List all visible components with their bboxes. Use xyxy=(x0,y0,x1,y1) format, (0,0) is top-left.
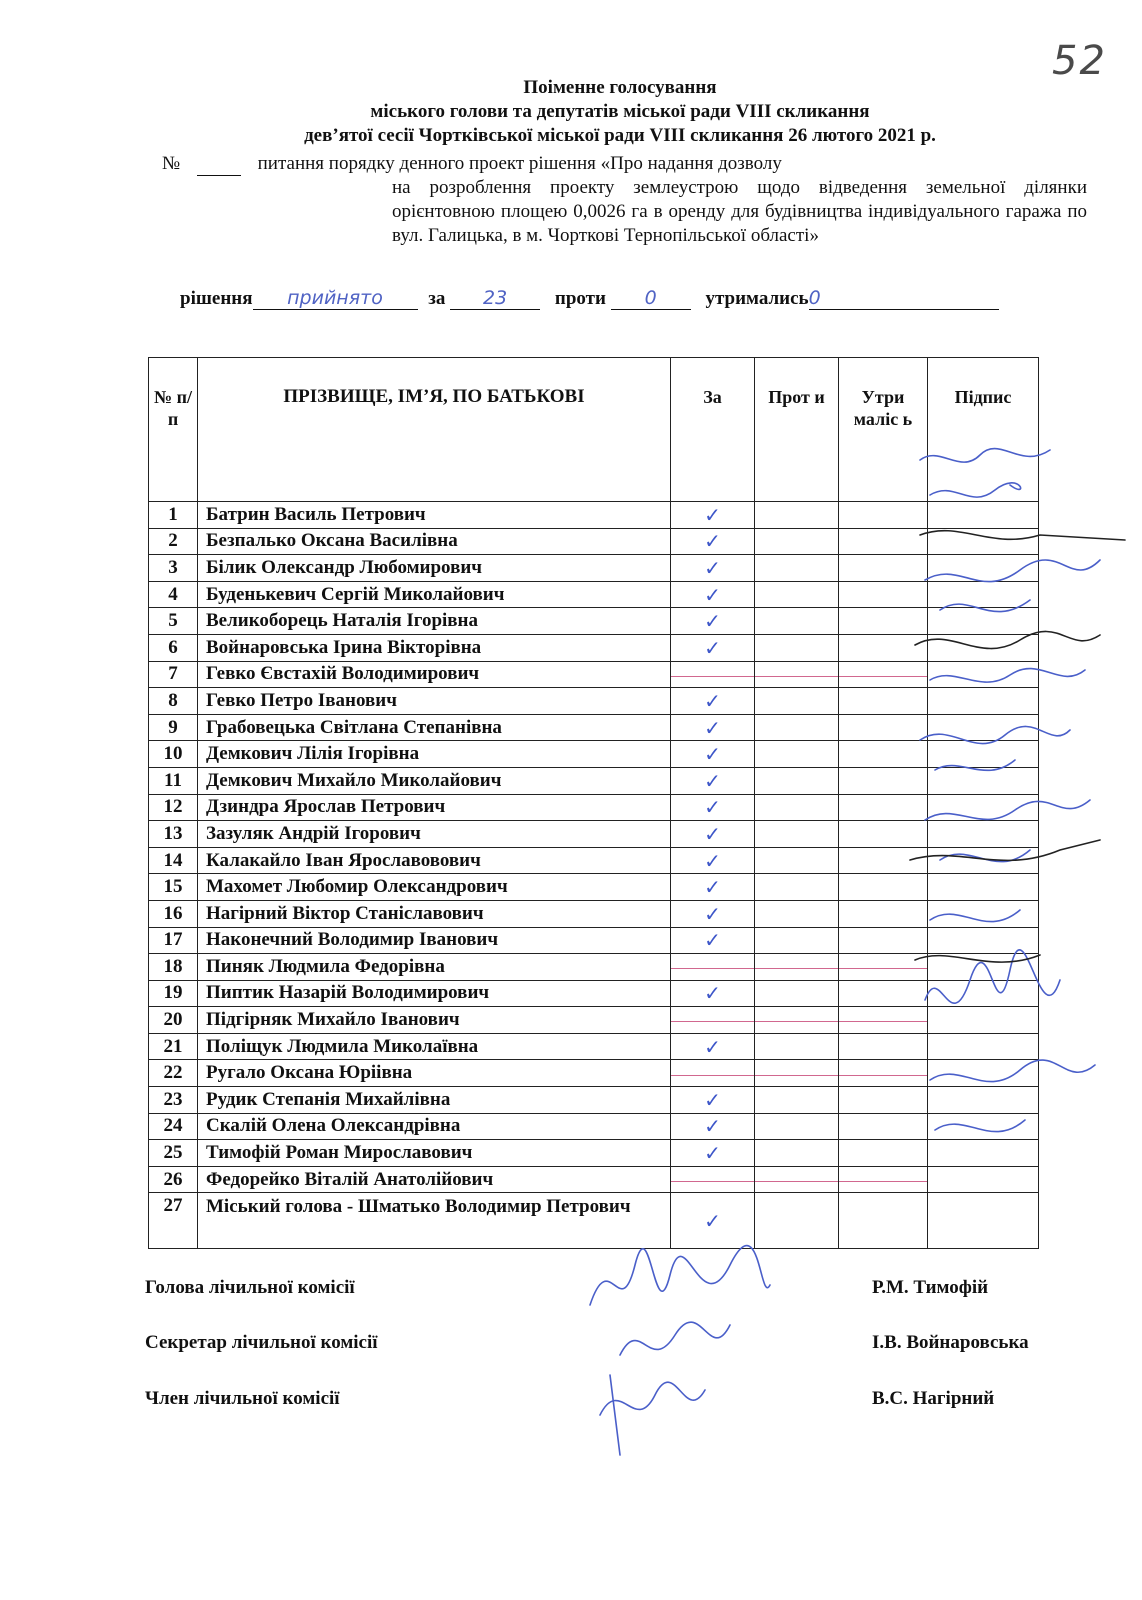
vote-abstained-cell xyxy=(839,980,928,1007)
checkmark-icon: ✓ xyxy=(704,715,721,740)
signature-cell xyxy=(928,714,1039,741)
vote-for-cell xyxy=(671,954,755,981)
table-header-row xyxy=(149,358,1039,502)
vote-against-cell xyxy=(755,847,839,874)
table-row xyxy=(149,1033,1039,1060)
table-row xyxy=(149,874,1039,901)
signature-cell xyxy=(928,555,1039,582)
vote-for-cell xyxy=(671,502,755,529)
row-number: 8 xyxy=(149,688,198,715)
table-row xyxy=(149,528,1039,555)
row-number: 27 xyxy=(149,1193,198,1249)
row-number: 16 xyxy=(149,900,198,927)
row-number: 2 xyxy=(149,528,198,555)
checkmark-icon: ✓ xyxy=(704,1087,721,1112)
checkmark-icon: ✓ xyxy=(704,609,721,634)
row-number: 17 xyxy=(149,927,198,954)
vote-against-cell xyxy=(755,1007,839,1034)
vote-against-cell xyxy=(755,555,839,582)
signature-cell xyxy=(928,581,1039,608)
table-body xyxy=(149,502,1039,1249)
vote-for-cell xyxy=(671,1033,755,1060)
vote-for-cell xyxy=(671,900,755,927)
vote-against-cell xyxy=(755,874,839,901)
vote-abstained-cell xyxy=(839,1060,928,1087)
decision-label: рішення xyxy=(180,288,253,309)
signature-cell xyxy=(928,874,1039,901)
vote-abstained-cell xyxy=(839,954,928,981)
vote-abstained-cell xyxy=(839,1087,928,1114)
deputy-name: Наконечний Володимир Іванович xyxy=(198,927,671,954)
deputy-name: Ругало Оксана Юріівна xyxy=(198,1060,671,1087)
roll-call-table xyxy=(148,357,1039,1249)
row-number: 20 xyxy=(149,1007,198,1034)
vote-against-cell xyxy=(755,1140,839,1167)
signature-cell xyxy=(928,502,1039,529)
signature-cell xyxy=(928,634,1039,661)
deputy-name: Дзиндра Ярослав Петрович xyxy=(198,794,671,821)
row-number: 1 xyxy=(149,502,198,529)
table-row xyxy=(149,661,1039,688)
table-row xyxy=(149,1113,1039,1140)
agenda-issue xyxy=(162,152,1087,248)
checkmark-icon: ✓ xyxy=(704,875,721,900)
row-number: 6 xyxy=(149,634,198,661)
vote-abstained-cell xyxy=(839,821,928,848)
deputy-name: Демкович Михайло Миколайович xyxy=(198,767,671,794)
row-number: 19 xyxy=(149,980,198,1007)
checkmark-icon: ✓ xyxy=(704,1141,721,1166)
vote-abstained-cell xyxy=(839,1140,928,1167)
checkmark-icon: ✓ xyxy=(704,742,721,767)
vote-against-cell xyxy=(755,794,839,821)
vote-abstained-cell xyxy=(839,714,928,741)
vote-abstained-cell xyxy=(839,1033,928,1060)
signature-cell xyxy=(928,608,1039,635)
deputy-name: Батрин Василь Петрович xyxy=(198,502,671,529)
signature-cell xyxy=(928,821,1039,848)
signature-cell xyxy=(928,1193,1039,1249)
checkmark-icon: ✓ xyxy=(704,688,721,713)
vote-for-cell xyxy=(671,1140,755,1167)
vote-abstained-cell xyxy=(839,661,928,688)
vote-abstained-cell xyxy=(839,502,928,529)
table-row xyxy=(149,555,1039,582)
vote-abstained-cell xyxy=(839,900,928,927)
commission-signatures xyxy=(580,1225,780,1465)
signature-cell xyxy=(928,1087,1039,1114)
checkmark-icon: ✓ xyxy=(704,635,721,660)
header-subtitle: міського голови та депутатів міської ради VIII скликання xyxy=(370,101,870,122)
vote-for-cell xyxy=(671,661,755,688)
issue-text-line2: на розроблення проекту землеустрою щодо відведення земельної ділянки орієнтовною площею 0,0026 га в оренду для будівництва індивідуального гаража по вул. Галицька, в м. Чорткові Тернопільської області» xyxy=(392,177,1087,246)
vote-against-cell xyxy=(755,1166,839,1193)
signature-cell xyxy=(928,528,1039,555)
vote-abstained-cell xyxy=(839,794,928,821)
table-row xyxy=(149,1087,1039,1114)
row-number: 22 xyxy=(149,1060,198,1087)
vote-abstained-cell xyxy=(839,741,928,768)
col-header-signature: Підпис xyxy=(928,358,1039,502)
vote-abstained-cell xyxy=(839,608,928,635)
checkmark-icon: ✓ xyxy=(704,582,721,607)
signature-cell xyxy=(928,927,1039,954)
deputy-name: Пиняк Людмила Федорівна xyxy=(198,954,671,981)
table-row xyxy=(149,608,1039,635)
vote-against-cell xyxy=(755,714,839,741)
table-row xyxy=(149,741,1039,768)
table-row xyxy=(149,900,1039,927)
signature-cell xyxy=(928,741,1039,768)
signature-cell xyxy=(928,900,1039,927)
signature-cell xyxy=(928,954,1039,981)
table-row xyxy=(149,634,1039,661)
deputy-name: Махомет Любомир Олександрович xyxy=(198,874,671,901)
vote-against-cell xyxy=(755,980,839,1007)
document-header xyxy=(150,76,1090,148)
row-number: 14 xyxy=(149,847,198,874)
deputy-name: Гевко Євстахій Володимирович xyxy=(198,661,671,688)
row-number: 13 xyxy=(149,821,198,848)
vote-for-cell xyxy=(671,741,755,768)
deputy-name: Зазуляк Андрій Ігорович xyxy=(198,821,671,848)
deputy-name: Федорейко Віталій Анатолійович xyxy=(198,1166,671,1193)
row-number: 11 xyxy=(149,767,198,794)
checkmark-icon: ✓ xyxy=(704,928,721,953)
vote-abstained-cell xyxy=(839,688,928,715)
vote-against-cell xyxy=(755,741,839,768)
vote-for-cell xyxy=(671,927,755,954)
vote-for-cell xyxy=(671,1113,755,1140)
table-row xyxy=(149,1166,1039,1193)
chair-name: Р.М. Тимофій xyxy=(872,1277,989,1298)
vote-against-cell xyxy=(755,528,839,555)
deputy-name: Міський голова - Шматько Володимир Петрович xyxy=(198,1193,671,1249)
deputy-name: Підгірняк Михайло Іванович xyxy=(198,1007,671,1034)
vote-for-cell xyxy=(671,847,755,874)
header-title: Поіменне голосування xyxy=(523,77,717,98)
for-count: 23 xyxy=(450,287,540,310)
vote-for-cell xyxy=(671,767,755,794)
header-session: дев’ятої сесії Чортківської міської ради VIII скликання 26 лютого 2021 р. xyxy=(304,125,936,146)
col-header-for: За xyxy=(671,358,755,502)
vote-against-cell xyxy=(755,927,839,954)
deputy-name: Демкович Лілія Ігорівна xyxy=(198,741,671,768)
row-number: 5 xyxy=(149,608,198,635)
table-row xyxy=(149,847,1039,874)
row-number: 9 xyxy=(149,714,198,741)
table-row xyxy=(149,767,1039,794)
checkmark-icon: ✓ xyxy=(704,1114,721,1139)
deputy-name: Грабовецька Світлана Степанівна xyxy=(198,714,671,741)
vote-for-cell xyxy=(671,1007,755,1034)
deputy-name: Буденькевич Сергій Миколайович xyxy=(198,581,671,608)
row-number: 26 xyxy=(149,1166,198,1193)
vote-against-cell xyxy=(755,821,839,848)
deputy-name: Поліщук Людмила Миколаївна xyxy=(198,1033,671,1060)
table-row xyxy=(149,1007,1039,1034)
table-row xyxy=(149,1060,1039,1087)
member-name: В.С. Нагірний xyxy=(872,1388,995,1409)
row-number: 4 xyxy=(149,581,198,608)
vote-for-cell xyxy=(671,874,755,901)
vote-for-cell xyxy=(671,608,755,635)
checkmark-icon: ✓ xyxy=(704,981,721,1006)
vote-abstained-cell xyxy=(839,1113,928,1140)
abstained-label: утримались xyxy=(705,288,809,309)
signature-cell xyxy=(928,847,1039,874)
checkmark-icon: ✓ xyxy=(704,529,721,554)
vote-against-cell xyxy=(755,661,839,688)
vote-abstained-cell xyxy=(839,1166,928,1193)
signature-cell xyxy=(928,1113,1039,1140)
col-header-abstained: Утри маліс ь xyxy=(839,358,928,502)
signature-cell xyxy=(928,1007,1039,1034)
deputy-name: Войнаровська Ірина Вікторівна xyxy=(198,634,671,661)
col-header-against: Прот и xyxy=(755,358,839,502)
deputy-name: Пиптик Назарій Володимирович xyxy=(198,980,671,1007)
vote-abstained-cell xyxy=(839,1007,928,1034)
vote-for-cell xyxy=(671,714,755,741)
signature-cell xyxy=(928,794,1039,821)
deputy-name: Тимофій Роман Мирославович xyxy=(198,1140,671,1167)
vote-abstained-cell xyxy=(839,874,928,901)
against-label: проти xyxy=(554,288,606,309)
table-row xyxy=(149,1140,1039,1167)
table-row xyxy=(149,581,1039,608)
signature-cell xyxy=(928,980,1039,1007)
deputy-name: Нагірний Віктор Станіславович xyxy=(198,900,671,927)
table-row xyxy=(149,927,1039,954)
abstained-count: 0 xyxy=(809,287,999,310)
vote-against-cell xyxy=(755,608,839,635)
vote-for-cell xyxy=(671,1166,755,1193)
row-number: 15 xyxy=(149,874,198,901)
vote-for-cell xyxy=(671,1087,755,1114)
vote-for-cell xyxy=(671,528,755,555)
vote-against-cell xyxy=(755,767,839,794)
vote-abstained-cell xyxy=(839,767,928,794)
vote-abstained-cell xyxy=(839,581,928,608)
deputy-name: Гевко Петро Іванович xyxy=(198,688,671,715)
vote-against-cell xyxy=(755,688,839,715)
vote-for-cell xyxy=(671,794,755,821)
checkmark-icon: ✓ xyxy=(704,1208,721,1233)
table-row xyxy=(149,714,1039,741)
row-number: 3 xyxy=(149,555,198,582)
issue-text-line1: питання порядку денного проект рішення «Про надання дозволу xyxy=(257,153,782,174)
secretary-label: Секретар лічильної комісії xyxy=(145,1332,378,1353)
table-row xyxy=(149,688,1039,715)
vote-abstained-cell xyxy=(839,927,928,954)
checkmark-icon: ✓ xyxy=(704,555,721,580)
row-number: 23 xyxy=(149,1087,198,1114)
decision-value: прийнято xyxy=(253,287,418,310)
vote-against-cell xyxy=(755,581,839,608)
row-number: 25 xyxy=(149,1140,198,1167)
table-row xyxy=(149,502,1039,529)
row-number: 12 xyxy=(149,794,198,821)
vote-against-cell xyxy=(755,634,839,661)
deputy-name: Білик Олександр Любомирович xyxy=(198,555,671,582)
checkmark-icon: ✓ xyxy=(704,901,721,926)
vote-abstained-cell xyxy=(839,528,928,555)
signature-cell xyxy=(928,1140,1039,1167)
checkmark-icon: ✓ xyxy=(704,795,721,820)
vote-for-cell xyxy=(671,821,755,848)
vote-against-cell xyxy=(755,502,839,529)
decision-summary xyxy=(180,287,1080,310)
signature-cell xyxy=(928,1060,1039,1087)
vote-for-cell xyxy=(671,555,755,582)
deputy-name: Рудик Степанія Михайлівна xyxy=(198,1087,671,1114)
checkmark-icon: ✓ xyxy=(704,821,721,846)
vote-against-cell xyxy=(755,1033,839,1060)
vote-abstained-cell xyxy=(839,1193,928,1249)
vote-for-cell xyxy=(671,634,755,661)
for-label: за xyxy=(428,288,446,309)
secretary-name: І.В. Войнаровська xyxy=(872,1332,1029,1353)
checkmark-icon: ✓ xyxy=(704,768,721,793)
table-row xyxy=(149,954,1039,981)
row-number: 7 xyxy=(149,661,198,688)
col-header-num: № п/п xyxy=(149,358,198,502)
table-row xyxy=(149,821,1039,848)
checkmark-icon: ✓ xyxy=(704,848,721,873)
page-number: 52 xyxy=(1052,38,1107,84)
row-number: 21 xyxy=(149,1033,198,1060)
signature-cell xyxy=(928,661,1039,688)
deputy-name: Скалій Олена Олександрівна xyxy=(198,1113,671,1140)
signature-cell xyxy=(928,1033,1039,1060)
member-label: Член лічильної комісії xyxy=(145,1388,340,1409)
row-number: 24 xyxy=(149,1113,198,1140)
deputy-name: Великоборець Наталія Ігорівна xyxy=(198,608,671,635)
table-row xyxy=(149,794,1039,821)
vote-against-cell xyxy=(755,1113,839,1140)
signature-cell xyxy=(928,767,1039,794)
row-number: 18 xyxy=(149,954,198,981)
vote-for-cell xyxy=(671,581,755,608)
against-count: 0 xyxy=(611,287,691,310)
vote-against-cell xyxy=(755,1087,839,1114)
signature-cell xyxy=(928,688,1039,715)
vote-for-cell xyxy=(671,1060,755,1087)
vote-against-cell xyxy=(755,954,839,981)
deputy-name: Безпалько Оксана Василівна xyxy=(198,528,671,555)
checkmark-icon: ✓ xyxy=(704,502,721,527)
signature-cell xyxy=(928,1166,1039,1193)
vote-abstained-cell xyxy=(839,847,928,874)
vote-against-cell xyxy=(755,900,839,927)
vote-against-cell xyxy=(755,1060,839,1087)
vote-abstained-cell xyxy=(839,634,928,661)
vote-abstained-cell xyxy=(839,555,928,582)
vote-for-cell xyxy=(671,980,755,1007)
deputy-name: Калакайло Іван Ярославовович xyxy=(198,847,671,874)
checkmark-icon: ✓ xyxy=(704,1034,721,1059)
row-number: 10 xyxy=(149,741,198,768)
issue-number-blank xyxy=(197,175,241,176)
chair-label: Голова лічильної комісії xyxy=(145,1277,355,1298)
col-header-name: ПРІЗВИЩЕ, ІМ’Я, ПО БАТЬКОВІ xyxy=(198,358,671,502)
table-row xyxy=(149,980,1039,1007)
issue-number-label: № xyxy=(162,153,181,174)
vote-for-cell xyxy=(671,688,755,715)
